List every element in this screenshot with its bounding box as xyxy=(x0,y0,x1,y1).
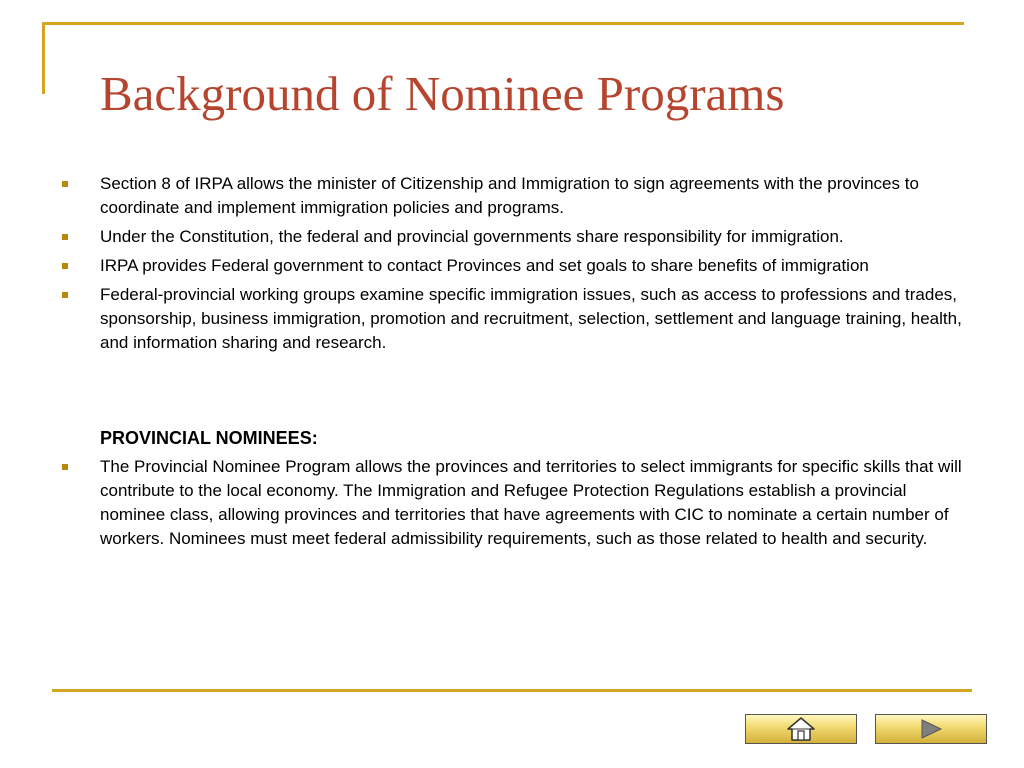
play-triangle-icon xyxy=(918,718,944,740)
square-bullet-icon xyxy=(62,234,68,240)
bullet-text: Section 8 of IRPA allows the minister of Citizenship and Immigration to sign agreements with the provinces to coordinate and implement immigration policies and programs. xyxy=(100,174,919,217)
bullet-list xyxy=(60,172,964,355)
section-bullet-list xyxy=(60,455,964,551)
square-bullet-icon xyxy=(62,292,68,298)
bullet-item xyxy=(60,283,964,355)
home-button[interactable] xyxy=(745,714,857,744)
bullet-item xyxy=(60,225,964,249)
bullet-text: The Provincial Nominee Program allows the provinces and territories to select immigrants for specific skills that will contribute to the local economy. The Immigration and Refugee Protection Regulations establish a provincial nominee class, allowing provinces and territories that have agreements with CIC to nominate a certain number of workers. Nominees must meet federal admissibility requirements, such as those related to health and security. xyxy=(100,457,962,548)
next-slide-button[interactable] xyxy=(875,714,987,744)
section-heading: PROVINCIAL NOMINEES: xyxy=(100,428,318,448)
bullet-item xyxy=(60,254,964,278)
bullet-text: Federal-provincial working groups examine specific immigration issues, such as access to professions and trades, sponsorship, business immigration, promotion and recruitment, selection, settlement and language training, health, and information sharing and research. xyxy=(100,285,962,352)
slide-content xyxy=(60,172,964,556)
bullet-item xyxy=(60,455,964,551)
footer-rule xyxy=(52,689,972,692)
frame-left-rule xyxy=(42,22,45,94)
frame-top-rule xyxy=(42,22,964,25)
slide-title: Background of Nominee Programs xyxy=(100,66,785,121)
square-bullet-icon xyxy=(62,181,68,187)
home-icon xyxy=(786,716,816,742)
bullet-item xyxy=(60,172,964,220)
square-bullet-icon xyxy=(62,464,68,470)
bullet-text: Under the Constitution, the federal and provincial governments share responsibility for immigration. xyxy=(100,227,844,246)
square-bullet-icon xyxy=(62,263,68,269)
bullet-text: IRPA provides Federal government to contact Provinces and set goals to share benefits of immigration xyxy=(100,256,869,275)
